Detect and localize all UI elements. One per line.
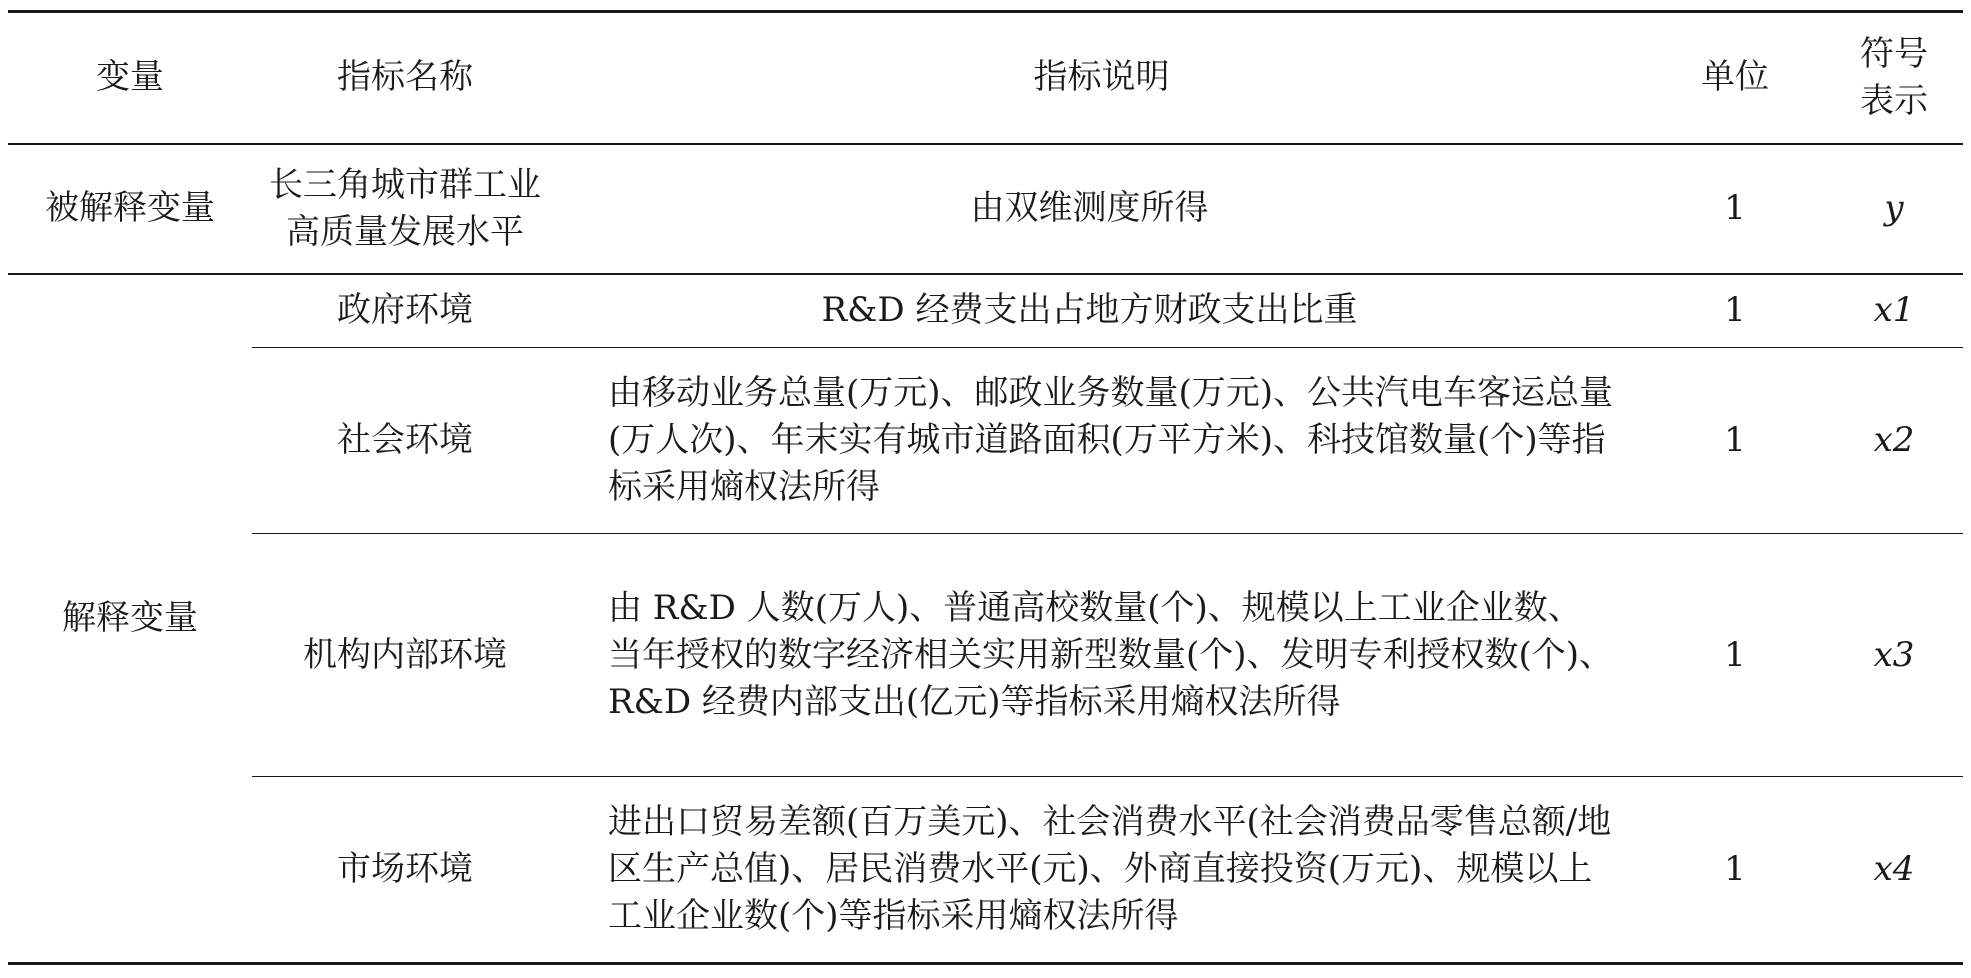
header-indicator-desc: 指标说明 <box>1033 57 1170 98</box>
header-indicator-name: 指标名称 <box>337 57 473 98</box>
indicator-name-line2: 高质量发展水平 <box>286 211 524 252</box>
unit-cell: 1 <box>1724 290 1746 331</box>
symbol-cell: x4 <box>1873 849 1915 889</box>
table-header <box>8 12 1963 144</box>
header-row <box>8 12 1963 144</box>
variable-definition-table <box>8 10 1963 965</box>
header-symbol-line2: 表示 <box>1860 80 1928 121</box>
indicator-name: 社会环境 <box>337 420 473 460</box>
indicator-desc: 由双维测度所得 <box>970 188 1209 228</box>
symbol-cell: x3 <box>1873 634 1915 675</box>
unit-cell: 1 <box>1724 849 1746 889</box>
symbol-cell: x1 <box>1873 290 1915 331</box>
header-variable: 变量 <box>96 57 164 98</box>
table-row-organization <box>8 534 1963 777</box>
header-symbol <box>1825 12 1963 144</box>
table-row-social <box>8 348 1963 534</box>
unit-cell: 1 <box>1724 188 1746 228</box>
table-row-market <box>8 777 1963 964</box>
indicator-desc: 由移动业务总量(万元)、邮政业务数量(万元)、公共汽电车客运总量(万人次)、年末实有城市道路面积(万平方米)、科技馆数量(个)等指标采用熵权法所得 <box>608 373 1614 507</box>
table-row-dependent <box>8 144 1963 274</box>
indicator-name: 市场环境 <box>337 849 473 889</box>
indicator-name: 机构内部环境 <box>303 634 507 675</box>
symbol-cell: y <box>1884 188 1904 228</box>
header-symbol-line1: 符号 <box>1860 33 1928 74</box>
symbol-cell: x2 <box>1873 420 1915 460</box>
indicator-desc: 由 R&D 人数(万人)、普通高校数量(个)、规模以上工业企业数、当年授权的数字经济相关实用新型数量(个)、发明专利授权数(个)、R&D 经费内部支出(亿元)等指标采用熵权法所得 <box>608 587 1614 722</box>
unit-cell: 1 <box>1724 420 1746 460</box>
indicator-desc: 进出口贸易差额(百万美元)、社会消费水平(社会消费品零售总额/地区生产总值)、居民消费水平(元)、外商直接投资(万元)、规模以上工业企业数(个)等指标采用熵权法所得 <box>608 802 1612 936</box>
table-row-government <box>8 274 1963 348</box>
table-body <box>8 144 1963 964</box>
indicator-name: 政府环境 <box>337 290 473 331</box>
unit-cell: 1 <box>1724 634 1746 675</box>
group-dependent: 被解释变量 <box>45 188 215 228</box>
header-unit: 单位 <box>1701 57 1769 98</box>
indicator-desc: R&D 经费支出占地方财政支出比重 <box>821 290 1358 331</box>
indicator-name <box>252 144 558 274</box>
variable-table-container <box>8 10 1963 965</box>
indicator-name-line1: 长三角城市群工业 <box>269 164 541 205</box>
group-explanatory: 解释变量 <box>62 597 198 638</box>
